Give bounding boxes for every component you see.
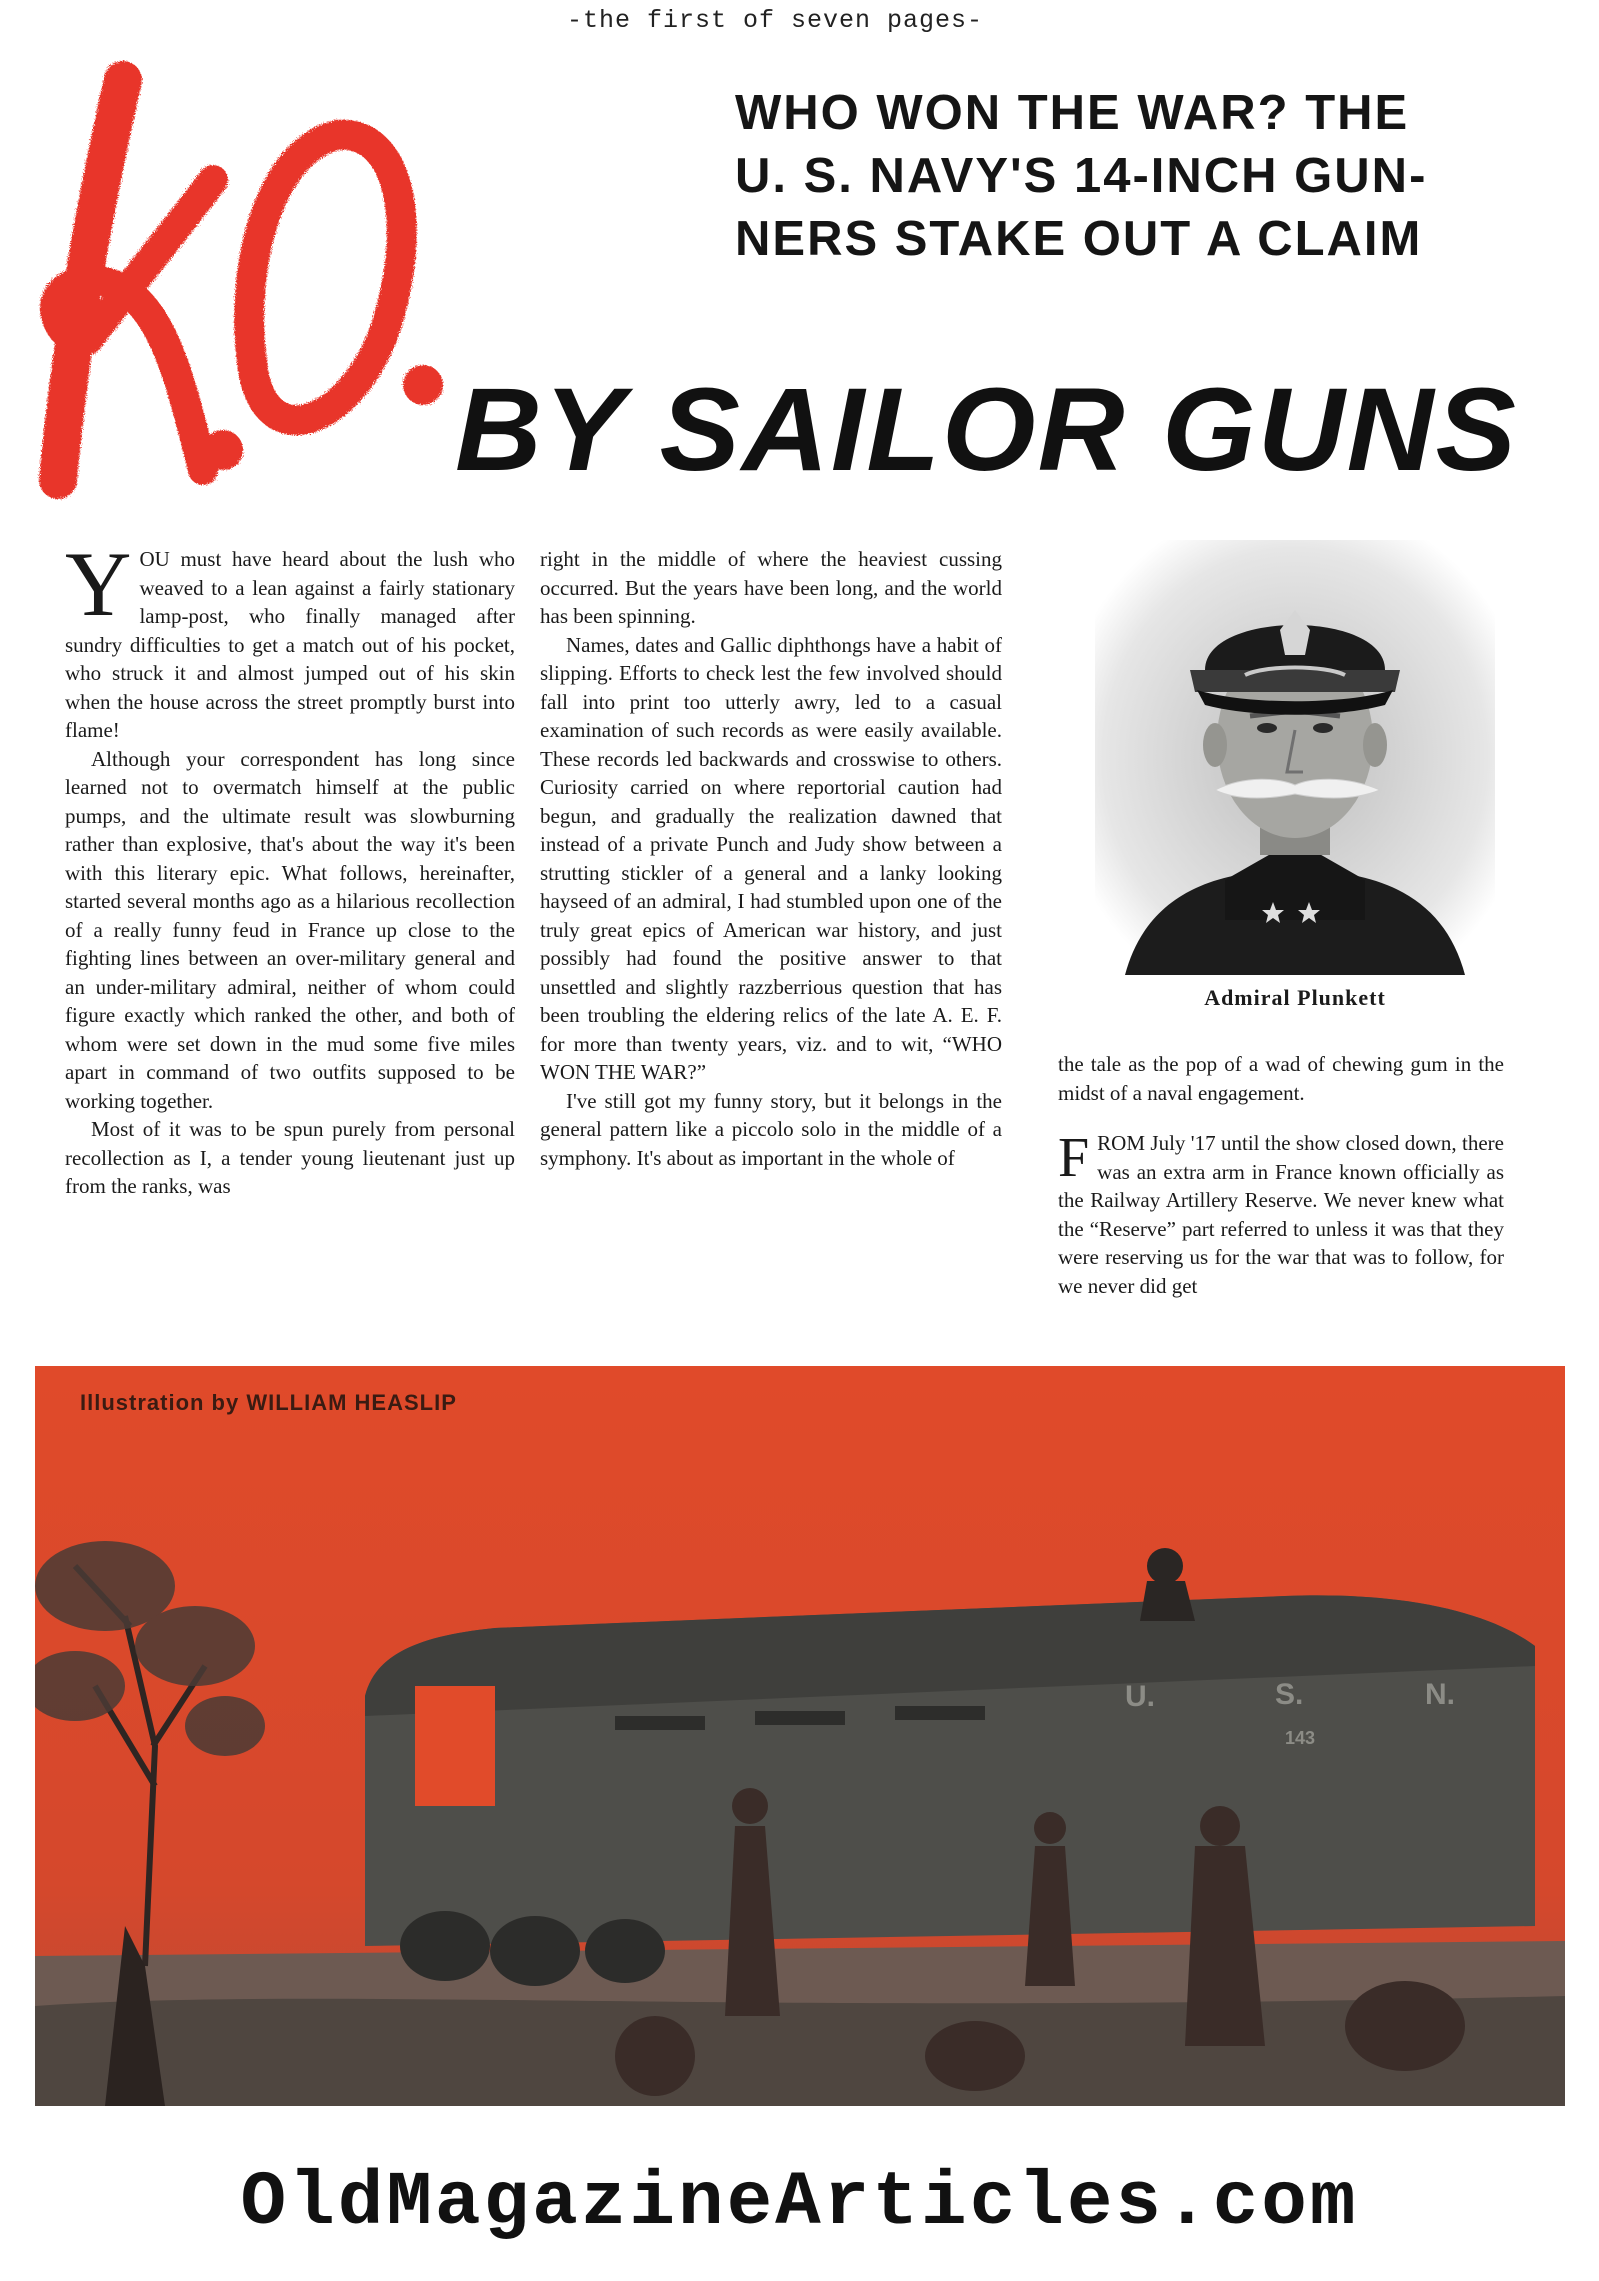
- text-column-1: [65, 533, 515, 1201]
- site-watermark[interactable]: OldMagazineArticles.com: [240, 2160, 1359, 2246]
- kicker-deck: [735, 82, 1555, 271]
- car-letter: N.: [1425, 1678, 1455, 1711]
- ko-title-graphic: [28, 40, 468, 520]
- car-letter: U.: [1125, 1680, 1155, 1713]
- kicker-line: NERS STAKE OUT A CLAIM: [735, 212, 1423, 266]
- ko-text: K.O.: [28, 40, 30, 41]
- car-letter: S.: [1275, 1678, 1304, 1711]
- photo-caption: Admiral Plunkett: [1204, 985, 1386, 1010]
- kicker-line: WHO WON THE WAR? THE: [735, 86, 1410, 140]
- kicker-line: U. S. NAVY'S 14-INCH GUN-: [735, 149, 1428, 203]
- article-headline: BY SAILOR GUNS: [455, 364, 1518, 496]
- drop-cap: F: [1058, 1127, 1090, 1189]
- paragraph: right in the middle of where the heaviest cussing occurred. But the years have been long, and the world has been spinning.: [540, 547, 1002, 628]
- drop-cap: Y: [65, 533, 132, 635]
- text-column-2: [540, 545, 1002, 1172]
- railway-car-illustration: [35, 1366, 1565, 2106]
- paragraph: Names, dates and Gallic diphthongs have a habit of slipping. Efforts to check lest the few involved should fall into print too utterly awry, led to a casual examination of such records as were easily available. These records led backwards and crosswise to others. Curiosity carried on where reportorial caution had begun, and gradually the realization dawned that instead of a private Punch and Judy show between a strutting stickler of a general and a lanky looking hayseed of an admiral, I had stumbled upon one of the truly great epics of American war history, and just possibly had found the positive answer to that unsettled and slightly razzberrious question that has been troubling the eldering relics of the late A. E. F. for more than twenty years, viz. and to wit, “WHO WON THE WAR?”: [540, 632, 1002, 1084]
- paragraph: the tale as the pop of a wad of chewing gum in the midst of a naval engagement.: [1058, 1052, 1504, 1105]
- car-number: 143: [1285, 1728, 1316, 1748]
- paragraph: Most of it was to be spun purely from personal recollection as I, a tender young lieutenant just up from the ranks, was: [65, 1117, 515, 1198]
- paragraph: OU must have heard about the lush who weaved to a lean against a fairly stationary lamp-post, who finally managed after sundry difficulties to get a match out of his pocket, who struck it and almost jumped out of his skin when the house across the street promptly burst into flame!: [65, 547, 515, 742]
- paragraph: I've still got my funny story, but it belongs in the general pattern like a piccolo solo in the middle of a symphony. It's about as important in the whole of: [540, 1088, 1002, 1170]
- admiral-portrait-photo: [1095, 540, 1495, 975]
- page-tagline: -the first of seven pages-: [566, 6, 984, 35]
- paragraph: ROM July '17 until the show closed down, there was an extra arm in France known officially as the Railway Artillery Reserve. We never knew what the “Reserve” part referred to unless it was that they were reserving us for the war that was to follow, for we never did get: [1058, 1131, 1504, 1298]
- illustration-credit: Illustration by WILLIAM HEASLIP: [80, 1390, 457, 1415]
- text-column-3: [1058, 1050, 1504, 1300]
- paragraph: Although your correspondent has long since learned not to overmatch himself at the public pumps, and the ultimate result was slowburning rather than explosive, that's about the way it's been with this literary epic. What follows, hereinafter, started several months ago as a hilarious recollection of a really funny feud in France up close to the fighting lines between an over-military general and an under-military admiral, neither of whom could figure exactly which ranked the other, and both of whom were set down in the mud some five miles apart in command of two outfits supposed to be working together.: [65, 746, 515, 1113]
